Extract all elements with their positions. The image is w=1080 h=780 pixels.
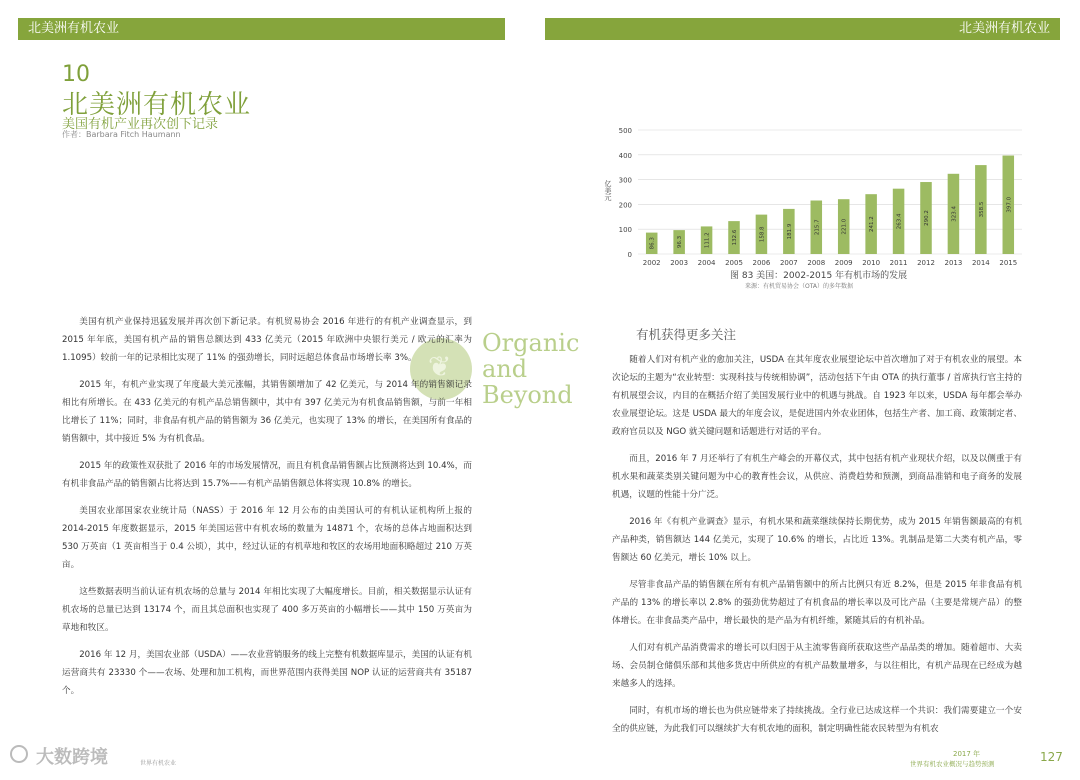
x-tick-label: 2011 xyxy=(889,259,908,267)
chapter-number: 10 xyxy=(62,62,90,87)
left-paragraph: 美国有机产业保持迅猛发展并再次创下新记录。有机贸易协会 2016 年进行的有机产业调查显示，到 2015 年年底，美国有机产品的销售总额达到 433 亿美元（2015 年欧洲中央银行美元 / 欧元的汇率为 1.1095）较前一年的记录相比实现了 11% 的强劲增长，同时远超总体食品市场增长率 3%。 xyxy=(62,317,472,363)
bar-value-label: 86.3 xyxy=(649,237,656,250)
x-tick-label: 2005 xyxy=(725,259,743,267)
x-tick-label: 2009 xyxy=(834,259,853,267)
chapter-author: 作者：Barbara Fitch Haumann xyxy=(62,130,181,139)
x-tick-label: 2004 xyxy=(697,259,716,267)
header-left-bar xyxy=(18,18,505,40)
right-paragraph: 随着人们对有机产业的愈加关注，USDA 在其年度农业展望论坛中首次增加了对于有机农业的展望。本次论坛的主题为“农业转型：实现科技与传统相协调”，活动包括下午由 OTA 的执行董事 / 首席执行官主持的有机展望会议，内目的在概括介绍了美国发展行业中的机遇与挑战。自 1923 年以来，USDA 每年都会举办农业展望论坛。这是 USDA 最大的年度会议，是促进国内外农业团体，包括生产者、加工商、政策制定者、政府官员以及 NGO 就关键问题和话题进行对话的平台。 xyxy=(612,355,1022,437)
y-tick-label: 0 xyxy=(627,251,632,259)
right-paragraph: 同时，有机市场的增长也为供应链带来了持续挑战。全行业已达成这样一个共识：我们需要建立一个安全的供应链，为此我们可以继续扩大有机农地的面积，制定明确性能农民转型为有机农 xyxy=(612,706,1022,734)
y-tick-label: 400 xyxy=(618,151,632,160)
page-gutter xyxy=(505,18,545,40)
bar-value-label: 221.0 xyxy=(841,218,848,235)
bar-value-label: 111.2 xyxy=(704,232,711,249)
brand-logo-icon xyxy=(10,745,28,763)
x-tick-label: 2003 xyxy=(670,259,689,267)
left-paragraph: 2015 年的政策性双获批了 2016 年的市场发展情况，而且有机食品销售额占比预测将达到 10.4%，而有机非食品产品的销售额占比将达到 15.7%——有机产品销售额总体将实现 10.8% 的增长。 xyxy=(62,461,472,489)
left-paragraph: 2016 年 12 月，美国农业部（USDA）——农业营销服务的线上完整有机数据库显示，美国的认证有机运营商共有 23330 个——农场、处理和加工机构，而世界范围内获得美国 NOP 认证的运营商共有 35187 个。 xyxy=(62,650,472,696)
y-axis-label: 亿美元 xyxy=(604,180,612,201)
left-paragraph: 美国农业部国家农业统计局（NASS）于 2016 年 12 月公布的由美国认可的有机认证机构所上报的 2014-2015 年度数据显示，2015 年美国运营中有机农场的数量为 14871 个，农场的总体占地面积达到 530 万英亩（1 英亩相当于 0.4 公顷），其中，经过认证的有机草地和牧区的农场用地面积略超过 210 万英亩。 xyxy=(62,506,472,570)
section-heading: 有机获得更多关注 xyxy=(636,327,737,342)
footer-left-label: 世界有机农业 xyxy=(140,760,177,767)
x-tick-label: 2015 xyxy=(999,259,1018,267)
bar-value-label: 290.2 xyxy=(924,210,930,226)
chapter-subtitle: 美国有机产业再次创下记录 xyxy=(62,117,219,132)
x-tick-label: 2002 xyxy=(642,259,661,267)
right-paragraph: 人们对有机产品消费需求的增长可以归因于从主流零售商所获取这些产品品类的增加。随着超市、大卖场、会员制仓储俱乐部和其他多货店中所供应的有机产品数量增多，与以往相比，有机产品现在已经成为越来越多人的选择。 xyxy=(612,643,1022,689)
x-tick-label: 2010 xyxy=(862,259,881,267)
chart-source: 来源：有机贸易协会（OTA）的多年数据 xyxy=(745,283,854,290)
bar-value-label: 215.7 xyxy=(814,219,821,236)
left-paragraph: 这些数据表明当前认证有机农场的总量与 2014 年相比实现了大幅度增长。目前，相关数据显示认证有机农场的总量已达到 13174 个，而且其总面积也实现了 400 多万英亩的小幅增长——其中 150 万英亩为草地和牧区。 xyxy=(62,587,472,633)
left-column-body xyxy=(62,313,472,709)
bar-value-label: 323.4 xyxy=(951,206,958,222)
footer-year: 2017 年 xyxy=(953,750,981,758)
y-tick-label: 300 xyxy=(618,176,632,185)
brand-text: 大数跨境 xyxy=(36,747,108,768)
x-tick-label: 2014 xyxy=(971,259,990,267)
y-tick-label: 500 xyxy=(618,127,632,135)
x-tick-label: 2007 xyxy=(779,259,798,267)
chapter-title: 北美洲有机农业 xyxy=(62,90,252,120)
bar-value-label: 263.4 xyxy=(896,213,903,230)
x-tick-label: 2013 xyxy=(944,259,963,267)
bar-value-label: 96.3 xyxy=(677,235,684,249)
bar-value-label: 181.9 xyxy=(786,223,793,240)
right-column-body xyxy=(612,351,1022,747)
x-tick-label: 2012 xyxy=(917,259,935,267)
left-paragraph: 2015 年，有机产业实现了年度最大美元涨幅，其销售额增加了 42 亿美元，与 2014 年的销售额记录相比有所增长。在 433 亿美元的有机产品总销售额中，其中有 397 亿美元为有机食品销售额，与前一年相比增长了 11%；同时，非食品有机产品的销售额为 36 亿美元，也实现了 13% 的增长，在美国所有食品的销售额中，其中接近 5% 为有机食品。 xyxy=(62,380,472,444)
bar-value-label: 241.2 xyxy=(869,216,876,232)
right-paragraph: 2016 年《有机产业调查》显示，有机水果和蔬菜继续保持长期优势，成为 2015 年销售额最高的有机产品种类，销售额达 144 亿美元，实现了 10.6% 的增长，占比近 13%。乳制品是第二大类有机产品，零售额达 60 亿美元，增长 10% 以上。 xyxy=(612,517,1022,563)
header-right-bar xyxy=(545,18,1060,40)
right-paragraph: 尽管非食品产品的销售额在所有有机产品销售额中的所占比例只有近 8.2%，但是 2015 年非食品有机产品的 13% 的增长率以 2.8% 的强劲优势超过了有机食品的增长率以及可比产品（主要是常规产品）的整体增长。在非食品类产品中，增长最快的是产品为有机纤维，紧随其后的有机补品。 xyxy=(612,580,1022,626)
x-tick-label: 2008 xyxy=(807,259,826,267)
right-paragraph: 而且，2016 年 7 月还举行了有机生产峰会的开幕仪式，其中包括有机产业现状介绍，以及以侧重于有机水果和蔬菜类别关键问题为中心的教育性会议，从供应、消费趋势和预测，到商品准销和电子商务的发展机遇，议题的性能十分广泛。 xyxy=(612,454,1022,500)
chart-caption: 图 83 美国：2002-2015 年有机市场的发展 xyxy=(730,271,908,281)
leaf-icon: ❦ xyxy=(428,350,452,383)
chart-svg xyxy=(600,122,1030,267)
y-tick-label: 100 xyxy=(618,226,632,235)
bar-value-label: 158.8 xyxy=(759,226,766,243)
y-tick-label: 200 xyxy=(618,201,632,210)
bar-value-label: 358.5 xyxy=(978,201,985,218)
page-number: 127 xyxy=(1040,750,1063,764)
bar-value-label: 397.0 xyxy=(1006,196,1013,213)
bar-value-label: 132.6 xyxy=(732,229,738,246)
header-right-title: 北美洲有机农业 xyxy=(958,21,1050,36)
header-left-title: 北美洲有机农业 xyxy=(28,21,120,36)
footer-title: 世界有机农业概况与趋势预测 xyxy=(910,760,995,768)
watermark-text: Organic and Beyond xyxy=(482,329,580,409)
x-tick-label: 2006 xyxy=(752,259,771,267)
